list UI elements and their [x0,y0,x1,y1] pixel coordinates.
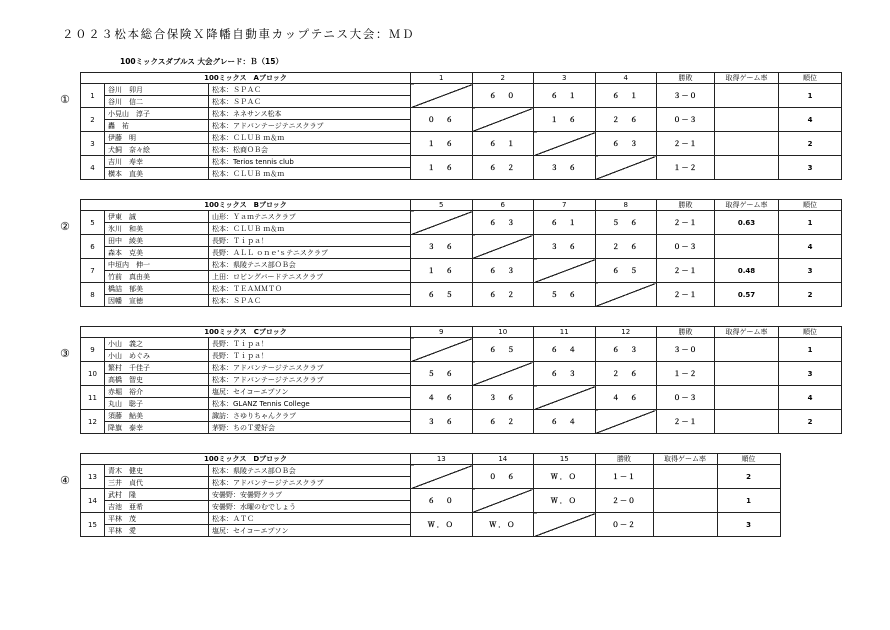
player-name: 轟 祐 [105,120,209,132]
opponent-col-header: 1 [411,73,473,84]
player-club: 松本：ＴＥＡＭＭＴＯ [209,283,411,295]
player-name: 小山 義之 [105,338,209,350]
win-loss: ２－１ [657,211,715,235]
team-row [81,410,842,422]
match-score: １ ６ [534,108,596,132]
match-score: ６ １ [534,84,596,108]
player-club: 松本：アドバンテージテニスクラブ [209,120,411,132]
self-match-cell [472,362,534,386]
opponent-col-header: 2 [472,73,534,84]
self-match-cell [472,108,534,132]
self-match-cell [595,410,657,434]
win-loss: １－２ [657,156,715,180]
win-loss: １－１ [595,465,653,489]
win-loss: ３－０ [657,338,715,362]
team-number: 5 [81,211,105,235]
player-name: 吉川 寿幸 [105,156,209,168]
player-name: 因幡 宣徳 [105,295,209,307]
player-club: 塩尻：セイコーエプソン [209,525,411,537]
player-club: 安曇野：安曇野クラブ [209,489,411,501]
rank: 3 [779,362,842,386]
game-rate-header: 取得ゲーム率 [715,73,779,84]
header-row [81,200,842,211]
player-club: 松本：ＳＰＡＣ [209,96,411,108]
opponent-col-header: 14 [472,454,534,465]
match-score: ４ ６ [411,386,473,410]
player-club: 松本：ＳＰＡＣ [209,84,411,96]
team-number: 6 [81,235,105,259]
match-score: ６ ３ [595,132,657,156]
game-rate: 0.63 [715,211,779,235]
block-marker: ④ [60,474,70,487]
self-match-cell [411,465,473,489]
match-score: Ｗ．Ｏ [534,489,596,513]
player-name: 須藤 鮎美 [105,410,209,422]
win-loss-header: 勝敗 [657,200,715,211]
player-name: 平林 愛 [105,525,209,537]
team-row [81,211,842,223]
player-name: 橋詰 郁美 [105,283,209,295]
match-score: ３ ６ [534,235,596,259]
player-name: 犬飼 奈々絵 [105,144,209,156]
match-score: ６ ２ [472,283,534,307]
match-score: ６ ４ [534,410,596,434]
win-loss: ３－０ [657,84,715,108]
team-row [81,235,842,247]
match-score: Ｗ．Ｏ [472,513,534,537]
block-1 [80,72,842,180]
team-row [81,259,842,271]
win-loss-header: 勝敗 [595,454,653,465]
block-table [80,72,842,180]
game-rate [715,156,779,180]
block-name: 100ミックス Aブロック [81,73,411,84]
player-name: 高橋 智史 [105,374,209,386]
player-name: 小見山 淳子 [105,108,209,120]
match-score: ６ ４ [534,338,596,362]
match-score: ６ ２ [472,156,534,180]
team-row [81,513,781,525]
player-name: 丸山 聡子 [105,398,209,410]
team-row [81,84,842,96]
player-club: 松本：ＳＰＡＣ [209,295,411,307]
player-name: 谷川 卯月 [105,84,209,96]
opponent-col-header: 12 [595,327,657,338]
player-name: 谷川 信二 [105,96,209,108]
game-rate-header: 取得ゲーム率 [715,200,779,211]
match-score: ６ ２ [472,410,534,434]
game-rate [715,132,779,156]
player-name: 氷川 和美 [105,223,209,235]
match-score: ３ ６ [472,386,534,410]
block-table [80,326,842,434]
match-score: ６ ５ [595,259,657,283]
team-row [81,465,781,477]
player-club: 長野：Ｔｉｐａ！ [209,235,411,247]
player-club: 長野：ＡＬＬ ｏｎｅ'ｓテニスクラブ [209,247,411,259]
rank: 3 [717,513,780,537]
player-name: 繁村 千佳子 [105,362,209,374]
game-rate [715,362,779,386]
game-rate [715,235,779,259]
self-match-cell [472,489,534,513]
match-score: ６ ５ [411,283,473,307]
team-number: 14 [81,489,105,513]
rank: 4 [779,108,842,132]
rank: 3 [779,259,842,283]
player-club: 松本：ネネサンス松本 [209,108,411,120]
match-score: ６ ３ [595,338,657,362]
self-match-cell [534,132,596,156]
match-score: ６ １ [472,132,534,156]
opponent-col-header: 5 [411,200,473,211]
match-score: ３ ６ [534,156,596,180]
rank-header: 順位 [779,200,842,211]
opponent-col-header: 15 [534,454,596,465]
player-club: 松本：GLANZ Tennis College [209,398,411,410]
player-name: 森本 克美 [105,247,209,259]
match-score: ０ ６ [472,465,534,489]
match-score: ２ ６ [595,362,657,386]
team-row [81,156,842,168]
player-name: 吉池 亜希 [105,501,209,513]
match-score: ６ ３ [472,211,534,235]
team-number: 1 [81,84,105,108]
match-score: ２ ６ [595,108,657,132]
team-number: 13 [81,465,105,489]
match-score: ０ ６ [411,108,473,132]
team-row [81,132,842,144]
match-score: ６ １ [595,84,657,108]
player-club: 松本：Terios tennis club [209,156,411,168]
team-row [81,386,842,398]
block-name: 100ミックス Bブロック [81,200,411,211]
block-table [80,453,781,537]
win-loss-header: 勝敗 [657,73,715,84]
win-loss: ２－１ [657,132,715,156]
opponent-col-header: 13 [411,454,473,465]
self-match-cell [411,211,473,235]
rank: 2 [779,132,842,156]
opponent-col-header: 11 [534,327,596,338]
team-number: 7 [81,259,105,283]
player-name: 降旗 泰幸 [105,422,209,434]
opponent-col-header: 6 [472,200,534,211]
win-loss: ２－１ [657,259,715,283]
match-score: ６ １ [534,211,596,235]
match-score: ６ ０ [411,489,473,513]
game-rate [653,465,717,489]
team-number: 12 [81,410,105,434]
team-number: 10 [81,362,105,386]
player-club: 安曇野：水曜のむでしょう [209,501,411,513]
win-loss: ０－３ [657,235,715,259]
team-row [81,489,781,501]
player-club: 松本：アドバンテージテニスクラブ [209,477,411,489]
game-rate [715,84,779,108]
rank: 2 [779,283,842,307]
player-name: 赤堀 裕介 [105,386,209,398]
player-club: 松本：松商ＯＢ会 [209,144,411,156]
rank: 3 [779,156,842,180]
match-score: ３ ６ [411,235,473,259]
team-number: 15 [81,513,105,537]
player-club: 松本：ＡＴＣ [209,513,411,525]
team-row [81,362,842,374]
player-name: 平林 茂 [105,513,209,525]
game-rate-header: 取得ゲーム率 [653,454,717,465]
block-name: 100ミックス Cブロック [81,327,411,338]
match-score: ６ ０ [472,84,534,108]
player-name: 三井 貞代 [105,477,209,489]
match-score: ６ ３ [534,362,596,386]
match-score: １ ６ [411,156,473,180]
match-score: ６ ５ [472,338,534,362]
player-name: 武村 隆 [105,489,209,501]
player-name: 青木 健史 [105,465,209,477]
opponent-col-header: 8 [595,200,657,211]
team-number: 3 [81,132,105,156]
team-number: 9 [81,338,105,362]
game-rate-header: 取得ゲーム率 [715,327,779,338]
match-score: ５ ６ [411,362,473,386]
player-club: 塩尻：セイコーエプソン [209,386,411,398]
self-match-cell [595,156,657,180]
block-2 [80,199,842,307]
match-score: ５ ６ [595,211,657,235]
win-loss: １－２ [657,362,715,386]
rank: 1 [779,211,842,235]
opponent-col-header: 9 [411,327,473,338]
game-rate [715,108,779,132]
player-club: 長野：Ｔｉｐａ！ [209,338,411,350]
player-club: 松本：ＣＬＵＢ ｍ＆ｍ [209,168,411,180]
match-score: ２ ６ [595,235,657,259]
match-score: ５ ６ [534,283,596,307]
game-rate [653,489,717,513]
team-number: 4 [81,156,105,180]
team-number: 8 [81,283,105,307]
block-marker: ② [60,220,70,233]
rank: 4 [779,235,842,259]
self-match-cell [534,259,596,283]
player-name: 伊東 誠 [105,211,209,223]
rank: 4 [779,386,842,410]
opponent-col-header: 7 [534,200,596,211]
rank-header: 順位 [779,73,842,84]
match-score: １ ６ [411,132,473,156]
player-club: 松本：ＣＬＵＢ ｍ＆ｍ [209,132,411,144]
player-club: 諏訪：さゆりちゃんクラブ [209,410,411,422]
self-match-cell [472,235,534,259]
self-match-cell [411,84,473,108]
rank-header: 順位 [779,327,842,338]
game-rate [653,513,717,537]
player-club: 松本：アドバンテージテニスクラブ [209,374,411,386]
game-rate: 0.48 [715,259,779,283]
rank-header: 順位 [717,454,780,465]
team-number: 11 [81,386,105,410]
win-loss-header: 勝敗 [657,327,715,338]
self-match-cell [411,338,473,362]
game-rate [715,410,779,434]
header-row [81,454,781,465]
rank: 2 [717,465,780,489]
win-loss: ２－１ [657,283,715,307]
self-match-cell [534,386,596,410]
player-name: 伊藤 明 [105,132,209,144]
player-name: 横本 直美 [105,168,209,180]
game-rate: 0.57 [715,283,779,307]
win-loss: ０－２ [595,513,653,537]
self-match-cell [595,283,657,307]
team-row [81,283,842,295]
team-number: 2 [81,108,105,132]
player-club: 松本：県陵テニス部ＯＢ会 [209,465,411,477]
player-name: 中垣内 伸一 [105,259,209,271]
rank: 2 [779,410,842,434]
match-score: ４ ６ [595,386,657,410]
match-score: １ ６ [411,259,473,283]
player-name: 田中 綾美 [105,235,209,247]
header-row [81,73,842,84]
block-name: 100ミックス Dブロック [81,454,411,465]
player-name: 小山 めぐみ [105,350,209,362]
rank: 1 [717,489,780,513]
rank: 1 [779,338,842,362]
win-loss: ０－３ [657,386,715,410]
team-row [81,108,842,120]
game-rate [715,386,779,410]
player-club: 茅野：ちのＴ愛好会 [209,422,411,434]
player-club: 松本：アドバンテージテニスクラブ [209,362,411,374]
win-loss: ０－３ [657,108,715,132]
page-title: ２０２３松本総合保険Ｘ降幡自動車カップテニス大会：ＭＤ [62,27,416,41]
match-score: ６ ３ [472,259,534,283]
player-club: 長野：Ｔｉｐａ！ [209,350,411,362]
win-loss: ２－０ [595,489,653,513]
player-club: 松本：ＣＬＵＢ ｍ＆ｍ [209,223,411,235]
opponent-col-header: 3 [534,73,596,84]
match-score: Ｗ．Ｏ [534,465,596,489]
player-name: 竹前 真由美 [105,271,209,283]
block-marker: ③ [60,347,70,360]
match-score: Ｗ．Ｏ [411,513,473,537]
header-row [81,327,842,338]
opponent-col-header: 4 [595,73,657,84]
block-4 [80,453,781,537]
block-marker: ① [60,93,70,106]
player-club: 松本：県陵テニス部ＯＢ会 [209,259,411,271]
block-3 [80,326,842,434]
event-subtitle: 100ミックスダブルス 大会グレード：Ｂ（15） [120,57,283,66]
team-row [81,338,842,350]
match-score: ３ ６ [411,410,473,434]
opponent-col-header: 10 [472,327,534,338]
win-loss: ２－１ [657,410,715,434]
block-table [80,199,842,307]
self-match-cell [534,513,596,537]
game-rate [715,338,779,362]
player-club: 山形：Ｙａｍテニスクラブ [209,211,411,223]
rank: 1 [779,84,842,108]
player-club: 上田：ロビングバードテニスクラブ [209,271,411,283]
